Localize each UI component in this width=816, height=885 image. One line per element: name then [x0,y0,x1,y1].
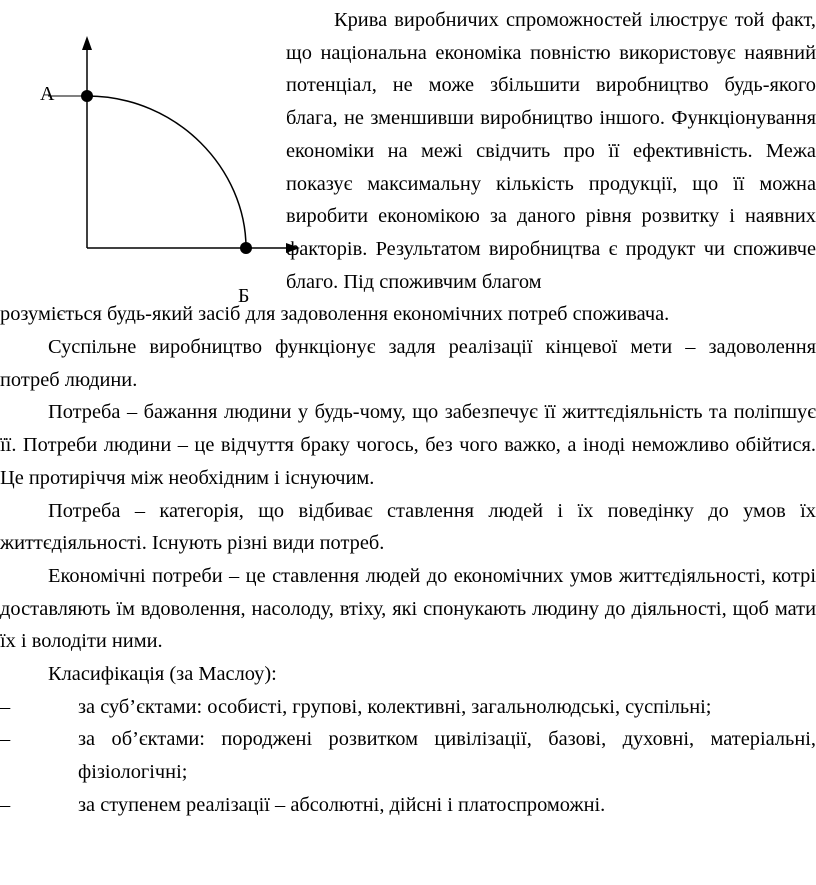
paragraph-classification: Класифікація (за Маслоу): [48,663,277,686]
paragraph-economic-needs: Економічні потреби – це ставлення людей до економічних умов життєдіяльності, котрі доставляють їм вдоволення, насолоду, втіху, які спонукають людину до діяльності, щоб мати їх і володіти ними. [0,564,816,653]
list-marker: – [0,695,11,718]
intro-paragraph-continuation: розуміється будь-який засіб для задоволення економічних потреб споживача. [0,303,670,326]
paragraph-need-definition: Потреба – бажання людини у будь-чому, що забезпечує її життєдіяльність та поліпшує її. Потреби людини – це відчуття браку чогось, без чого важко, а іноді неможливо обійтися. Це протиріччя між необхідним і існуючим. [0,401,816,489]
list-item [0,723,816,788]
body-text [0,4,816,822]
list-item [0,691,816,724]
list-marker: – [0,728,11,751]
intro-paragraph: Крива виробничих спроможностей ілюструє той факт, що національна економіка повністю використовує наявний потенціал, не може збільшити виробництво будь-якого блага, не зменшивши виробництво іншого. Функціонування економіки на межі свідчить про її ефективність. Межа показує максимальну кількість продукції, що її можна виробити економікою за даного рівня розвитку і наявних факторів. Результатом виробництва є продукт чи споживче благо. Під споживчим благом [286,9,816,293]
list-item-text: за об’єктами: породжені розвитком цивілізації, базові, духовні, матеріальні, фізіологічні; [78,728,816,784]
paragraph-social-production: Суспільне виробництво функціонує задля реалізації кінцевої мети – задоволення потреб людини. [0,336,816,391]
classification-list [0,691,816,822]
list-item [0,789,816,822]
list-item-text: за ступенем реалізації – абсолютні, дійсні і платоспроможні. [78,793,606,816]
list-item-text: за суб’єктами: особисті, групові, колективні, загальнолюдські, суспільні; [78,695,712,718]
point-a-label: А [40,83,55,105]
paragraph-need-category: Потреба – категорія, що відбиває ставлення людей і їх поведінку до умов їх життєдіяльності. Існують різні види потреб. [0,499,816,555]
list-marker: – [0,793,11,816]
point-b-label: Б [238,285,250,307]
